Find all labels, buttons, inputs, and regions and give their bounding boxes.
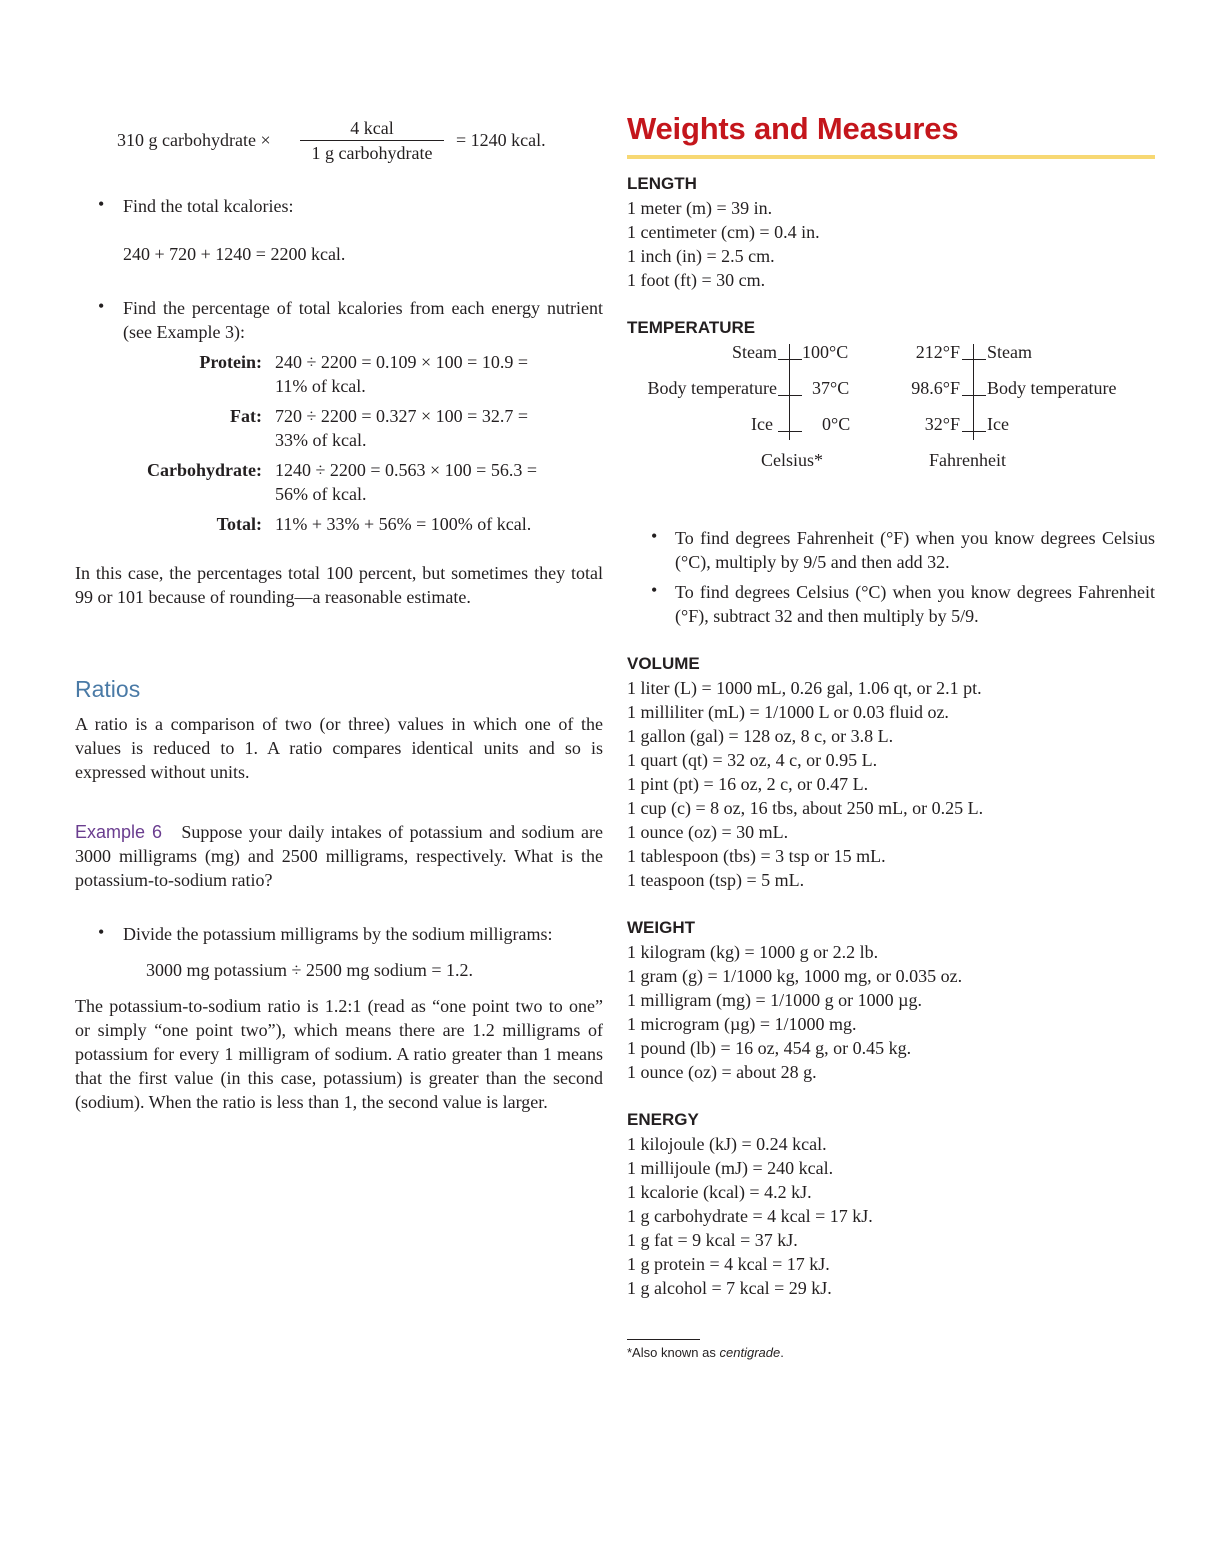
length-heading: LENGTH	[627, 174, 697, 193]
pct-value-carb-1: 1240 ÷ 2200 = 0.563 × 100 = 56.3 =	[275, 460, 537, 480]
list-item: 1 g alcohol = 7 kcal = 29 kJ.	[627, 1278, 832, 1298]
ratio-explanation: The potassium-to-sodium ratio is 1.2:1 (read as “one point two to one” or simply “one point two”), which means there are 1.2 milligrams of potassium for every 1 milligram of sodium. A ratio greater than 1 means that the first value (in this case, potassium) is greater than the second (sodium). When the ratio is less than 1, the second value is larger.	[75, 996, 603, 1112]
celsius-tick-body	[778, 395, 802, 396]
celsius-body-value: 37°C	[812, 378, 850, 398]
equation-denominator: 1 g carbohydrate	[311, 143, 433, 163]
pct-label-total: Total:	[216, 514, 262, 534]
list-item: 1 liter (L) = 1000 mL, 0.26 gal, 1.06 qt, or 2.1 pt.	[627, 678, 982, 698]
equation-numerator: 4 kcal	[350, 118, 394, 138]
fahrenheit-steam-label: Steam	[987, 342, 1032, 362]
celsius-steam-value: 100°C	[802, 342, 849, 362]
example-label: Example 6	[75, 822, 163, 842]
list-item: 1 millijoule (mJ) = 240 kcal.	[627, 1158, 834, 1178]
temp-bullet-fahrenheit: To find degrees Fahrenheit (°F) when you know degrees Celsius (°C), multiply by 9/5 and then add 32.	[675, 528, 1155, 572]
list-item: 1 g carbohydrate = 4 kcal = 17 kJ.	[627, 1206, 873, 1226]
footnote-term: centigrade	[719, 1345, 781, 1360]
list-item: 1 g fat = 9 kcal = 37 kJ.	[627, 1230, 798, 1250]
pct-value-fat-1: 720 ÷ 2200 = 0.327 × 100 = 32.7 =	[275, 406, 528, 426]
list-item: 1 centimeter (cm) = 0.4 in.	[627, 222, 820, 242]
list-item: 1 ounce (oz) = about 28 g.	[627, 1062, 817, 1082]
fahrenheit-steam-value: 212°F	[915, 342, 960, 362]
footnote-suffix: .	[780, 1345, 784, 1360]
pct-label-carbohydrate: Carbohydrate:	[147, 460, 262, 480]
example-text: Suppose your daily intakes of potassium and sodium are 3000 milligrams (mg) and 2500 milligrams, respectively. What is the potassium-to-sodium ratio?	[75, 822, 603, 890]
list-item: 1 gallon (gal) = 128 oz, 8 c, or 3.8 L.	[627, 726, 894, 746]
rounding-paragraph: In this case, the percentages total 100 percent, but sometimes they total 99 or 101 because of rounding—a reasonable estimate.	[75, 563, 603, 607]
fahrenheit-ice-label: Ice	[987, 414, 1009, 434]
celsius-caption: Celsius*	[761, 450, 824, 470]
weight-heading: WEIGHT	[627, 918, 695, 937]
footnote-prefix: *Also known as	[627, 1345, 720, 1360]
list-item: 1 tablespoon (tbs) = 3 tsp or 15 mL.	[627, 846, 886, 866]
celsius-ice-label: Ice	[751, 414, 773, 434]
energy-list	[627, 1132, 873, 1300]
equation-rhs: = 1240 kcal.	[456, 130, 546, 150]
bullet-dot: •	[651, 580, 658, 600]
fahrenheit-caption: Fahrenheit	[929, 450, 1006, 470]
list-item: 1 inch (in) = 2.5 cm.	[627, 246, 775, 266]
bullet-percentage: Find the percentage of total kcalories from each energy nutrient (see Example 3):	[123, 298, 603, 342]
fahrenheit-tick-ice	[962, 431, 986, 432]
pct-value-carb-2: 56% of kcal.	[275, 484, 367, 504]
fahrenheit-ice-value: 32°F	[924, 414, 960, 434]
bullet-dot: •	[98, 922, 105, 942]
temperature-heading: TEMPERATURE	[627, 318, 756, 337]
celsius-tick-ice	[778, 431, 802, 432]
list-item: 1 milligram (mg) = 1/1000 g or 1000 µg.	[627, 990, 922, 1010]
volume-heading: VOLUME	[627, 654, 700, 673]
footnote-rule	[627, 1339, 700, 1340]
list-item: 1 kcalorie (kcal) = 4.2 kJ.	[627, 1182, 812, 1202]
list-item: 1 meter (m) = 39 in.	[627, 198, 773, 218]
sum-line: 240 + 720 + 1240 = 2200 kcal.	[123, 244, 346, 264]
celsius-steam-label: Steam	[732, 342, 777, 362]
list-item: 1 pound (lb) = 16 oz, 454 g, or 0.45 kg.	[627, 1038, 912, 1058]
pct-label-protein: Protein:	[199, 352, 262, 372]
bullet-total-kcal: Find the total kcalories:	[123, 196, 294, 216]
footnote	[627, 1345, 784, 1360]
example-6-paragraph	[75, 820, 603, 892]
pct-value-fat-2: 33% of kcal.	[275, 430, 367, 450]
list-item: 1 cup (c) = 8 oz, 16 tbs, about 250 mL, or 0.25 L.	[627, 798, 984, 818]
list-item: 1 microgram (µg) = 1/1000 mg.	[627, 1014, 857, 1034]
pct-label-fat: Fat:	[230, 406, 262, 426]
pct-value-protein-1: 240 ÷ 2200 = 0.109 × 100 = 10.9 =	[275, 352, 528, 372]
fahrenheit-body-label: Body temperature	[987, 378, 1117, 398]
bullet-dot: •	[98, 296, 105, 316]
fahrenheit-body-value: 98.6°F	[911, 378, 960, 398]
bullet-dot: •	[651, 526, 658, 546]
list-item: 1 pint (pt) = 16 oz, 2 c, or 0.47 L.	[627, 774, 869, 794]
ratios-paragraph: A ratio is a comparison of two (or three) values in which one of the values is reduced to 1. A ratio compares identical units and so is expressed without units.	[75, 714, 603, 782]
celsius-tick-steam	[778, 359, 802, 360]
volume-list	[627, 676, 983, 892]
list-item: 1 gram (g) = 1/1000 kg, 1000 mg, or 0.035 oz.	[627, 966, 963, 986]
list-item: 1 g protein = 4 kcal = 17 kJ.	[627, 1254, 830, 1274]
fahrenheit-tick-steam	[962, 359, 986, 360]
list-item: 1 teaspoon (tsp) = 5 mL.	[627, 870, 805, 890]
list-item: 1 milliliter (mL) = 1/1000 L or 0.03 fluid oz.	[627, 702, 949, 722]
list-item: 1 quart (qt) = 32 oz, 4 c, or 0.95 L.	[627, 750, 878, 770]
pct-value-total: 11% + 33% + 56% = 100% of kcal.	[275, 514, 532, 534]
list-item: 1 ounce (oz) = 30 mL.	[627, 822, 789, 842]
ratio-line: 3000 mg potassium ÷ 2500 mg sodium = 1.2.	[146, 960, 474, 980]
fahrenheit-tick-body	[962, 395, 986, 396]
bullet-divide: Divide the potassium milligrams by the sodium milligrams:	[123, 924, 553, 944]
equation-lhs: 310 g carbohydrate ×	[117, 130, 271, 150]
pct-value-protein-2: 11% of kcal.	[275, 376, 366, 396]
list-item: 1 foot (ft) = 30 cm.	[627, 270, 766, 290]
list-item: 1 kilogram (kg) = 1000 g or 2.2 lb.	[627, 942, 879, 962]
length-list	[627, 196, 820, 292]
list-item: 1 kilojoule (kJ) = 0.24 kcal.	[627, 1134, 827, 1154]
energy-heading: ENERGY	[627, 1110, 699, 1129]
weight-list	[627, 940, 962, 1084]
bullet-dot: •	[98, 194, 105, 214]
celsius-body-label: Body temperature	[647, 378, 777, 398]
weights-measures-title: Weights and Measures	[627, 111, 959, 146]
celsius-ice-value: 0°C	[822, 414, 851, 434]
ratios-heading: Ratios	[75, 676, 141, 702]
temp-bullet-celsius: To find degrees Celsius (°C) when you know degrees Fahrenheit (°F), subtract 32 and then multiply by 5/9.	[675, 582, 1155, 626]
title-rule	[627, 155, 1155, 159]
